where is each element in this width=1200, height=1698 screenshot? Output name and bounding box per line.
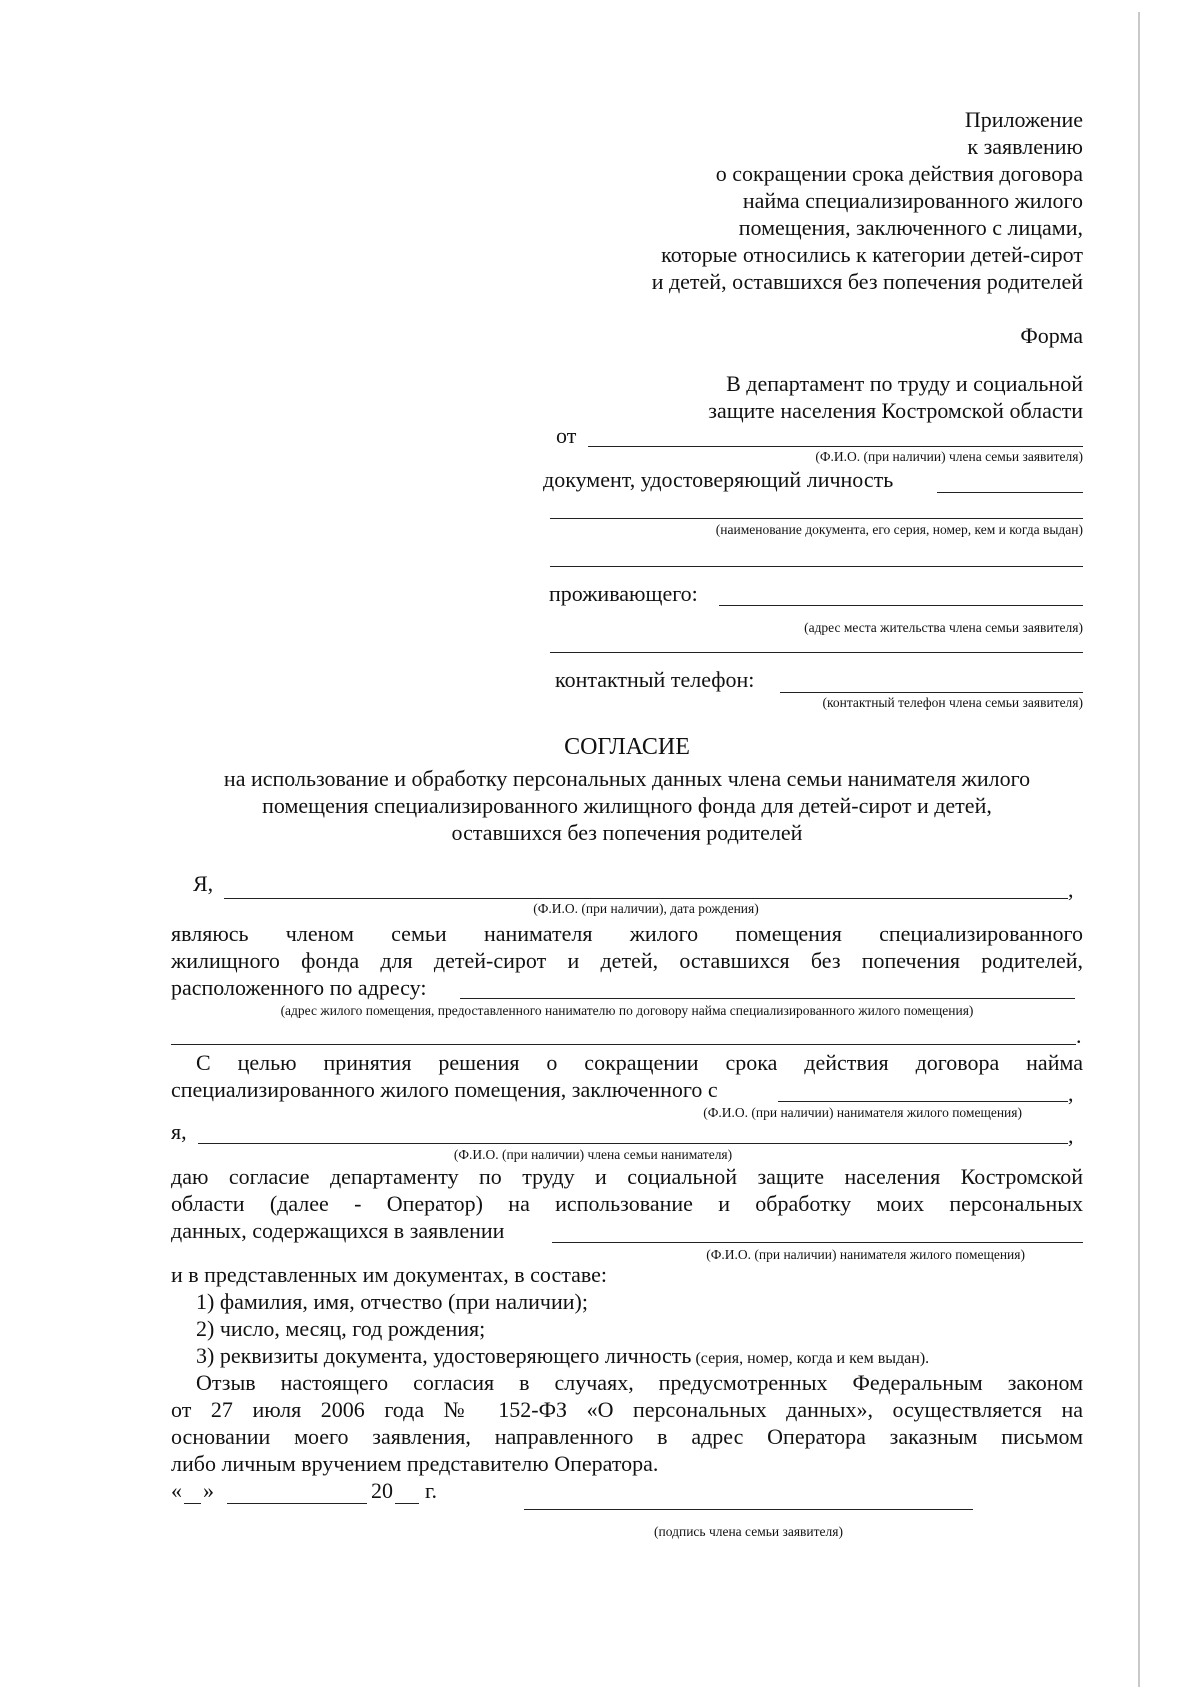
ya-comma: , <box>1068 877 1074 902</box>
address-field-2[interactable] <box>171 1044 1076 1045</box>
residence-hint: (адрес места жительства члена семьи заявителя) <box>804 620 1083 635</box>
p4-line-1: Отзыв настоящего согласия в случаях, предусмотренных Федеральным законом <box>196 1370 1083 1395</box>
ya2-label: я, <box>171 1119 187 1144</box>
residence-label: проживающего: <box>549 581 698 606</box>
header-line-6: которые относились к категории детей-сирот <box>661 242 1083 267</box>
header-line-4: найма специализированного жилого <box>742 188 1083 213</box>
p4-line-2: от 27 июля 2006 года № 152-ФЗ «О персональных данных», осуществляется на <box>171 1397 1083 1422</box>
header-line-2: к заявлению <box>967 134 1083 159</box>
list-item-1: 1) фамилия, имя, отчество (при наличии); <box>196 1289 588 1314</box>
p1-line-1: являюсь членом семьи нанимателя жилого помещения специализированного <box>171 921 1083 946</box>
signature-field[interactable] <box>524 1509 973 1510</box>
header-line-1: Приложение <box>964 107 1083 132</box>
id-doc-field-3[interactable] <box>550 566 1083 567</box>
header-line-7: и детей, оставшихся без попечения родителей <box>651 269 1083 294</box>
date-month-field[interactable] <box>227 1503 367 1504</box>
p2-line-1: С целью принятия решения о сокращении срока действия договора найма <box>196 1050 1083 1075</box>
member-name-hint: (Ф.И.О. (при наличии) члена семьи нанимателя) <box>453 1147 733 1162</box>
statement-field[interactable] <box>552 1242 1083 1243</box>
p1-line-2: жилищного фонда для детей-сирот и детей, оставшихся без попечения родителей, <box>171 948 1083 973</box>
date-close-quote: » <box>203 1478 214 1503</box>
p3-line-4: и в представленных им документах, в составе: <box>171 1262 608 1287</box>
header-line-3: о сокращении срока действия договора <box>715 161 1083 186</box>
header-line-5: помещения, заключенного с лицами, <box>738 215 1083 240</box>
ya2-comma: , <box>1068 1123 1074 1148</box>
residence-field[interactable] <box>719 605 1083 606</box>
member-name-field[interactable] <box>198 1143 1068 1144</box>
address-field[interactable] <box>460 998 1075 999</box>
phone-hint: (контактный телефон члена семьи заявителя) <box>822 695 1083 710</box>
consent-subtitle-3: оставшихся без попечения родителей <box>451 820 803 845</box>
p2-comma: , <box>1068 1081 1074 1106</box>
phone-label: контактный телефон: <box>555 667 755 692</box>
name-dob-hint: (Ф.И.О. (при наличии), дата рождения) <box>533 901 759 916</box>
list-item-2: 2) число, месяц, год рождения; <box>196 1316 486 1341</box>
p4-line-4: либо личным вручением представителю Оператора. <box>171 1451 659 1476</box>
date-day-field[interactable] <box>184 1503 201 1504</box>
address-hint: (адрес жилого помещения, предоставленного нанимателю по договору найма специализированного жилого помещения) <box>280 1003 974 1018</box>
residence-field-2[interactable] <box>550 652 1083 653</box>
p3-line-3: данных, содержащихся в заявлении <box>171 1218 505 1243</box>
list-item-3-note: (серия, номер, когда и кем выдан). <box>691 1350 930 1367</box>
id-doc-field-2[interactable] <box>550 518 1083 519</box>
from-hint: (Ф.И.О. (при наличии) члена семьи заявителя) <box>815 449 1083 464</box>
name-dob-field[interactable] <box>224 898 1068 899</box>
ya-label: Я, <box>193 871 214 896</box>
p1-line-3: расположенного по адресу: <box>171 975 427 1000</box>
form-label: Форма <box>1020 323 1083 348</box>
id-doc-field[interactable] <box>937 492 1083 493</box>
year-prefix: 20 <box>371 1478 393 1503</box>
consent-subtitle-2: помещения специализированного жилищного фонда для детей-сирот и детей, <box>262 793 992 818</box>
id-doc-hint: (наименование документа, его серия, номер, кем и когда выдан) <box>715 522 1083 537</box>
date-year-field[interactable] <box>395 1503 419 1504</box>
id-doc-label: документ, удостоверяющий личность <box>543 467 894 492</box>
addressee-line-2: защите населения Костромской области <box>708 398 1083 423</box>
addressee-line-1: В департамент по труду и социальной <box>726 371 1083 396</box>
statement-hint: (Ф.И.О. (при наличии) нанимателя жилого помещения) <box>706 1247 1025 1262</box>
p3-line-1: даю согласие департаменту по труду и социальной защите населения Костромской <box>171 1164 1083 1189</box>
year-suffix: г. <box>425 1478 438 1503</box>
page-edge-line <box>1138 12 1140 1687</box>
consent-subtitle-1: на использование и обработку персональных данных члена семьи нанимателя жилого <box>223 766 1031 791</box>
from-field[interactable] <box>588 446 1083 447</box>
date-open-quote: « <box>171 1478 182 1503</box>
list-item-3-main: 3) реквизиты документа, удостоверяющего личность <box>196 1343 692 1368</box>
from-label: от <box>556 423 577 448</box>
p4-line-3: основании моего заявления, направленного в адрес Оператора заказным письмом <box>171 1424 1083 1449</box>
p3-line-2: области (далее - Оператор) на использование и обработку моих персональных <box>171 1191 1083 1216</box>
signature-hint: (подпись члена семьи заявителя) <box>654 1524 843 1539</box>
address-period: . <box>1076 1023 1082 1048</box>
p2-line-2: специализированного жилого помещения, заключенного с <box>171 1077 718 1102</box>
tenant-name-field[interactable] <box>778 1101 1068 1102</box>
consent-title: СОГЛАСИЕ <box>564 734 690 760</box>
tenant-name-hint: (Ф.И.О. (при наличии) нанимателя жилого помещения) <box>703 1105 1022 1120</box>
phone-field[interactable] <box>780 692 1083 693</box>
